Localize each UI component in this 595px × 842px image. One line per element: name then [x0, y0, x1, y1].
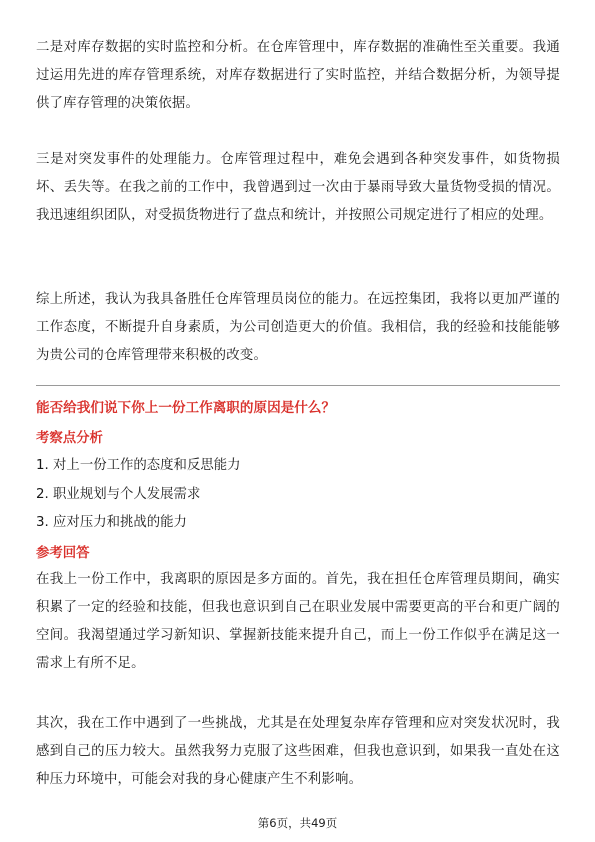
answer-paragraph: 在我上一份工作中，我离职的原因是多方面的。首先，我在担任仓库管理员期间，确实积累了一定的经验和技能，但我也意识到自己在职业发展中需要更高的平台和更广阔的空间。我渴望通过学习新知识、掌握新技能来提升自己，而上一份工作似乎在满足这一需求上有所不足。: [36, 572, 560, 671]
paragraph-inventory-monitoring: 二是对库存数据的实时监控和分析。在仓库管理中，库存数据的准确性至关重要。我通过运用先进的库存管理系统，对库存数据进行了实时监控，并结合数据分析，为领导提供了库存管理的决策依据。: [36, 40, 560, 111]
page-number-footer: 第6页，共49页: [257, 816, 338, 830]
answer-paragraph: 其次，我在工作中遇到了一些挑战，尤其是在处理复杂库存管理和应对突发状况时，我感到自己的压力较大。虽然我努力克服了这些困难，但我也意识到，如果我一直处在这种压力环境中，可能会对我的身心健康产生不利影响。: [36, 716, 560, 787]
analysis-heading: 考察点分析: [36, 431, 103, 446]
section-divider: [36, 385, 560, 386]
paragraph-summary: 综上所述，我认为我具备胜任仓库管理员岗位的能力。在远控集团，我将以更加严谨的工作态度，不断提升自身素质，为公司创造更大的价值。我相信，我的经验和技能能够为贵公司的仓库管理带来积极的改变。: [36, 292, 560, 363]
analysis-item: 1. 对上一份工作的态度和反思能力: [36, 458, 241, 473]
interview-question: 能否给我们说下你上一份工作离职的原因是什么？: [36, 400, 336, 416]
paragraph-emergency-handling: 三是对突发事件的处理能力。仓库管理过程中，难免会遇到各种突发事件，如货物损坏、丢失等。在我之前的工作中，我曾遇到过一次由于暴雨导致大量货物受损的情况。我迅速组织团队，对受损货物进行了盘点和统计，并按照公司规定进行了相应的处理。: [36, 152, 560, 223]
answer-heading: 参考回答: [36, 546, 90, 561]
analysis-item: 2. 职业规划与个人发展需求: [36, 487, 201, 502]
analysis-item: 3. 应对压力和挑战的能力: [36, 515, 187, 530]
